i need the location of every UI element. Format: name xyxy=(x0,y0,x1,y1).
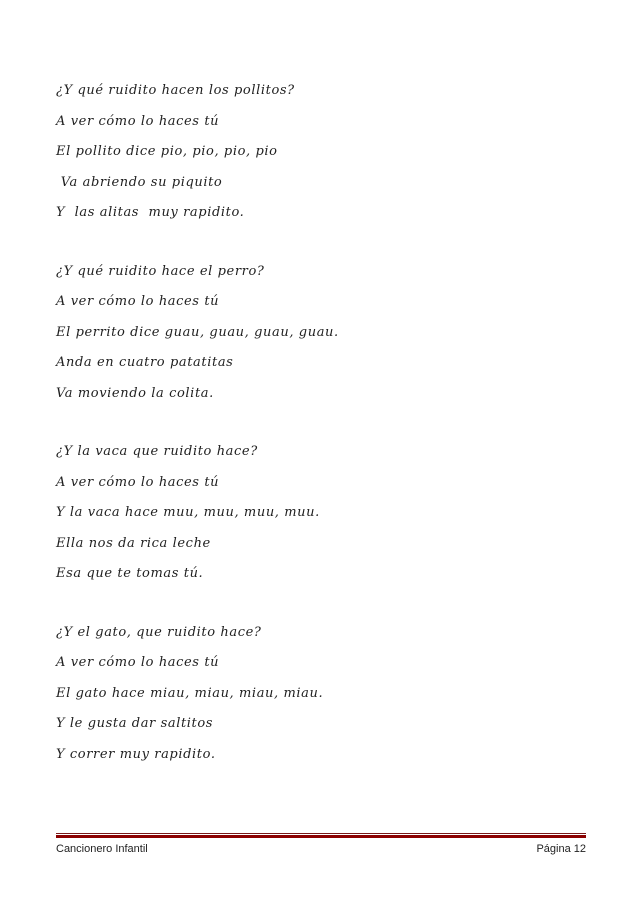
lyric-line: A ver cómo lo haces tú xyxy=(56,655,220,670)
stanza-gato xyxy=(56,618,586,771)
lyric-line: Anda en cuatro patatitas xyxy=(56,355,234,370)
lyric-line: A ver cómo lo haces tú xyxy=(56,113,220,129)
lyric-line: Y la vaca hace muu, muu, muu, muu. xyxy=(56,505,320,520)
lyric-line: El pollito dice pio, pio, pio, pio xyxy=(56,144,278,159)
lyric-line: Va moviendo la colita. xyxy=(56,385,214,401)
stanza-perro xyxy=(56,257,586,410)
lyric-line: Va abriendo su piquito xyxy=(56,174,223,190)
stanza-vaca xyxy=(56,437,586,590)
stanza-pollitos xyxy=(56,76,586,229)
lyric-line: ¿Y qué ruidito hacen los pollitos? xyxy=(56,83,295,98)
lyric-line: ¿Y qué ruidito hace el perro? xyxy=(56,263,265,279)
footer-divider-thin xyxy=(56,833,586,834)
lyric-line: Esa que te tomas tú. xyxy=(56,566,204,581)
lyric-line: Y las alitas muy rapidito. xyxy=(56,205,245,220)
lyric-line: Y correr muy rapidito. xyxy=(56,746,216,762)
footer-text-row xyxy=(56,843,586,855)
lyric-line: El perrito dice guau, guau, guau, guau. xyxy=(56,324,339,340)
lyric-line: ¿Y la vaca que ruidito hace? xyxy=(56,444,258,459)
footer-document-title: Cancionero Infantil xyxy=(56,843,148,855)
footer-page-number: Página 12 xyxy=(536,843,586,855)
lyric-line: A ver cómo lo haces tú xyxy=(56,294,220,309)
footer-divider-thick xyxy=(56,835,586,838)
lyric-line: El gato hace miau, miau, miau, miau. xyxy=(56,685,324,701)
lyric-line: A ver cómo lo haces tú xyxy=(56,474,220,490)
lyric-line: Ella nos da rica leche xyxy=(56,535,211,551)
lyric-line: ¿Y el gato, que ruidito hace? xyxy=(56,624,262,640)
lyric-line: Y le gusta dar saltitos xyxy=(56,716,214,731)
page-footer xyxy=(56,833,586,855)
song-lyrics xyxy=(56,76,586,798)
